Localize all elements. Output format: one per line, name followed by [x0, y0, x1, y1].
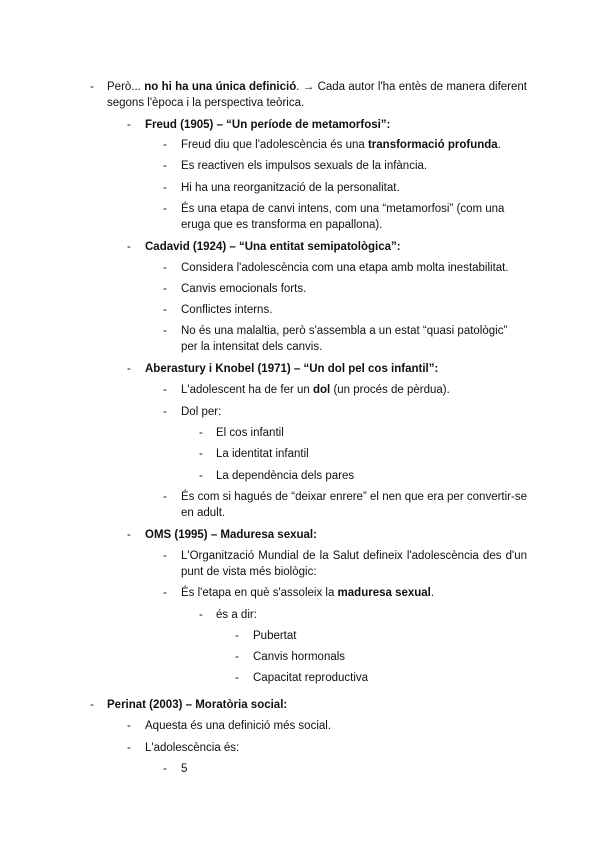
bullet-dash: - — [127, 529, 131, 541]
list-item-text — [253, 670, 533, 686]
list-item-text — [181, 260, 525, 276]
list-item-aberastury-2a — [199, 425, 516, 441]
list-item-aberastury-2c — [199, 468, 516, 484]
bullet-dash: - — [163, 550, 167, 562]
text-run: És una etapa de canvi intens, com una “metamorfosi” (com una eruga que es transforma en papallona). — [181, 203, 505, 231]
text-run: Aquesta és una definició més social. — [145, 720, 332, 732]
bold-run: Perinat (2003) – Moratòria social: — [107, 699, 288, 711]
text-run: . → Cada autor l'ha entès de manera diferent segons l'època i la perspectiva teòrica. — [107, 81, 527, 109]
list-item-text — [145, 527, 525, 543]
list-item-text — [107, 697, 527, 713]
list-item-text — [181, 404, 525, 420]
list-item-text — [107, 79, 527, 111]
list-item-text — [145, 740, 525, 756]
text-run: Canvis hormonals — [253, 651, 346, 663]
bullet-dash: - — [127, 363, 131, 375]
bullet-dash: - — [199, 609, 203, 621]
bullet-dash: - — [235, 630, 239, 642]
list-item-freud-4 — [163, 201, 526, 233]
text-run: És com si hagués de “deixar enrere” el nen que era per convertir-se en adult. — [181, 491, 527, 519]
bullet-dash: - — [90, 81, 94, 93]
list-item-text — [181, 489, 527, 521]
text-run: No és una malaltia, però s'assembla a un estat “quasi patològic” per la intensitat dels canvis. — [181, 325, 508, 353]
list-item-text — [253, 649, 533, 665]
list-item-oms-2a-1 — [235, 628, 533, 644]
text-run: És l'etapa en què s'assoleix la — [181, 587, 338, 599]
bold-run: Aberastury i Knobel (1971) – “Un dol pel cos infantil”: — [145, 363, 439, 375]
list-item-oms-2a-2 — [235, 649, 533, 665]
bold-run: Cadavid (1924) – “Una entitat semipatològica”: — [145, 241, 401, 253]
bullet-dash: - — [163, 203, 167, 215]
list-item-oms-2a — [199, 607, 516, 623]
list-item-oms — [127, 527, 525, 543]
bullet-dash: - — [163, 763, 167, 775]
list-item-text — [181, 180, 525, 196]
text-run: Dol per: — [181, 406, 222, 418]
list-item-pero — [90, 79, 527, 111]
list-item-text — [181, 201, 526, 233]
bullet-dash: - — [199, 448, 203, 460]
text-run: Considera l'adolescència com una etapa amb molta inestabilitat. — [181, 262, 509, 274]
text-run: Conflictes interns. — [181, 304, 273, 316]
list-item-aberastury-1 — [163, 382, 525, 398]
bullet-dash: - — [163, 304, 167, 316]
text-run: (un procés de pèrdua). — [330, 384, 450, 396]
list-item-freud-3 — [163, 180, 525, 196]
bullet-dash: - — [163, 182, 167, 194]
bullet-dash: - — [163, 587, 167, 599]
list-item-cadavid-1 — [163, 260, 525, 276]
text-run: és a dir: — [216, 609, 257, 621]
bold-run: dol — [313, 384, 331, 396]
bold-run: OMS (1995) – Maduresa sexual: — [145, 529, 317, 541]
list-item-text — [181, 281, 525, 297]
text-run: La identitat infantil — [216, 448, 309, 460]
bullet-dash: - — [199, 470, 203, 482]
list-item-text — [181, 323, 527, 355]
list-item-text — [145, 361, 525, 377]
list-item-cadavid-2 — [163, 281, 525, 297]
text-run: Pubertat — [253, 630, 297, 642]
bullet-dash: - — [163, 139, 167, 151]
bullet-dash: - — [127, 241, 131, 253]
bullet-dash: - — [127, 119, 131, 131]
bold-run: maduresa sexual — [337, 587, 431, 599]
bullet-dash: - — [163, 262, 167, 274]
bullet-dash: - — [199, 427, 203, 439]
bullet-dash: - — [127, 720, 131, 732]
bullet-dash: - — [90, 699, 94, 711]
text-run: L'Organització Mundial de la Salut defineix l'adolescència des d'un punt de vista més biològic: — [181, 550, 527, 578]
text-run: Hi ha una reorganització de la personalitat. — [181, 182, 400, 194]
text-run: . — [430, 587, 435, 599]
bullet-dash: - — [235, 672, 239, 684]
list-item-cadavid — [127, 239, 525, 255]
list-item-aberastury — [127, 361, 525, 377]
text-run: . — [497, 139, 501, 151]
text-run: El cos infantil — [216, 427, 284, 439]
list-item-aberastury-3 — [163, 489, 527, 521]
list-item-aberastury-2 — [163, 404, 525, 420]
bullet-dash: - — [163, 491, 167, 503]
list-item-text — [216, 468, 516, 484]
bullet-dash: - — [163, 406, 167, 418]
text-run: Però... — [107, 81, 145, 93]
bold-run: transformació profunda — [367, 139, 498, 151]
text-run: Es reactiven els impulsos sexuals de la infància. — [181, 160, 428, 172]
list-item-oms-2a-3 — [235, 670, 533, 686]
list-item-text — [145, 117, 525, 133]
bullet-dash: - — [127, 742, 131, 754]
list-item-freud-2 — [163, 158, 525, 174]
list-item-perinat — [90, 697, 527, 713]
bold-run: no hi ha una única definició — [144, 81, 297, 93]
list-item-oms-2 — [163, 585, 525, 601]
text-run: Freud diu que l'adolescència és una — [181, 139, 368, 151]
text-run: Capacitat reproductiva — [253, 672, 369, 684]
bullet-dash: - — [163, 160, 167, 172]
list-item-text — [181, 548, 527, 580]
text-run: L'adolescència és: — [145, 742, 240, 754]
text-run: La dependència dels pares — [216, 470, 355, 482]
list-item-cadavid-4 — [163, 323, 527, 355]
list-item-text — [216, 607, 516, 623]
list-item-text — [216, 446, 516, 462]
list-item-text — [216, 425, 516, 441]
list-item-perinat-1 — [127, 718, 525, 734]
bold-run: Freud (1905) – “Un període de metamorfosi”: — [145, 119, 391, 131]
list-item-cadavid-3 — [163, 302, 525, 318]
bullet-dash: - — [163, 283, 167, 295]
bullet-dash: - — [163, 384, 167, 396]
list-item-text — [145, 239, 525, 255]
list-item-perinat-2 — [127, 740, 525, 756]
list-item-perinat-2a — [163, 761, 525, 777]
bullet-dash: - — [235, 651, 239, 663]
list-item-text — [181, 382, 525, 398]
text-run: 5 — [181, 763, 188, 775]
list-item-text — [145, 718, 525, 734]
list-item-freud-1 — [163, 137, 525, 153]
list-item-text — [181, 137, 525, 153]
list-item-aberastury-2b — [199, 446, 516, 462]
list-item-text — [181, 158, 525, 174]
list-item-text — [253, 628, 533, 644]
text-run: Canvis emocionals forts. — [181, 283, 307, 295]
list-item-text — [181, 761, 525, 777]
text-run: L'adolescent ha de fer un — [181, 384, 313, 396]
list-item-text — [181, 585, 525, 601]
list-item-freud — [127, 117, 525, 133]
bullet-dash: - — [163, 325, 167, 337]
list-item-oms-1 — [163, 548, 527, 580]
list-item-text — [181, 302, 525, 318]
